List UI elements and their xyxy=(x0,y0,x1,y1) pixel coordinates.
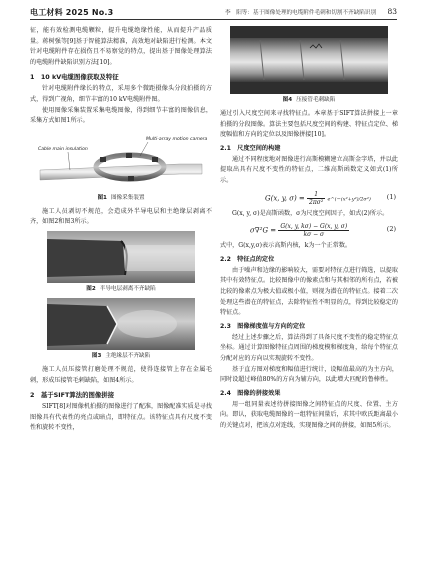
page-number: 83 xyxy=(387,7,397,16)
right-column xyxy=(220,26,398,431)
section-1-paragraph-1: 针对电缆附件缘长的特点，采用多个微距摄像头分段拍摄的方式，得到广视角，细节丰富的10 kV电缆附件图。 xyxy=(30,85,212,103)
section-2-3-paragraph-2: 基于直方图对梯度和幅值进行统计，设幅值最高的为主方向，同时设超过峰值80%的方向为辅方向，以此增大匹配的鲁棒性。 xyxy=(220,365,398,384)
figure-3 xyxy=(47,298,195,350)
equation-2-number: (2) xyxy=(386,225,396,234)
equation-1 xyxy=(220,189,398,207)
equation-1-lhs: G(x, y, σ) = xyxy=(265,194,305,203)
leader-line xyxy=(68,152,70,170)
equation-1-number: (1) xyxy=(386,192,396,201)
header-rule xyxy=(30,19,397,20)
image-acquisition-device-diagram xyxy=(30,130,212,192)
section-1-paragraph-4: 施工人员压接管打磨处理不规范，使得连接管上存在金属毛刺，形成压接管毛刺缺陷，如图4所示。 xyxy=(30,365,212,384)
multi-array-camera-label: Multi-array motion camera xyxy=(146,136,208,142)
section-1-paragraph-3: 施工人员剥切不规范，会造成外半导电层和主绝缘层剥离不齐，如图2和图3所示。 xyxy=(30,207,212,226)
camera-icon xyxy=(152,157,158,162)
section-2-1-heading: 2.1 尺度空间的构建 xyxy=(220,144,281,152)
equation-2-denominator: kσ − σ xyxy=(303,231,325,239)
section-2-heading: 2 基于SIFT算法的图像拼接 xyxy=(30,391,115,400)
camera-icon xyxy=(100,157,106,162)
section-2-paragraph-continued: 通过引入尺度空间来寻找特征点。本章基于SIFT算法拼接上一章拍摄的分段图像。算法主要包括尺度空间的构建、特征点定位、梯度幅值和方向的定位以及图像拼接[10]。 xyxy=(220,110,398,139)
section-2-3-heading: 2.3 图像梯度值与方向的定位 xyxy=(220,322,306,330)
cable-main-insulation-label: Cable main insulation xyxy=(38,146,88,152)
equation-2-fraction xyxy=(278,223,349,238)
crimp-tube-burr-defect-photo xyxy=(230,26,388,94)
section-2-2-paragraph-1: 由于噪声和边缘的影响较大，需要对特征点进行筛选，以提取其中有效特征点。比较图像中的像素点和与其相邻的所有点，若被比较的像素点为极大值或极小值，则视为潜在的特征点。接着二次处理这些潜在的特征点，去除特征性不明显的点，得到比较稳定的特征点。 xyxy=(220,266,398,317)
section-2-2-heading: 2.2 特征点的定位 xyxy=(220,255,275,263)
section-2-paragraph-1: SIFT[8]对图像机拍摄的图像进行了配准，图像配准实质是寻找图像具有代表性的亮点或暗点，即特征点。该特征点具有尺度不变性和旋转不变性， xyxy=(30,403,212,432)
figure-2 xyxy=(47,231,195,283)
equation-2-numerator: G(x, y, kσ) − G(x, y, σ) xyxy=(280,223,348,231)
figure-4-caption: 图4 压接管毛刺缺陷 xyxy=(282,97,336,103)
figure-3-caption: 图3 主绝缘层不齐缺陷 xyxy=(91,352,151,359)
figure-2-caption: 图2 半导电层剥离不齐缺陷 xyxy=(86,285,156,292)
section-1-heading: 1 10 kV电缆图像获取及特征 xyxy=(30,73,119,82)
section-2-1-paragraph-2: G(x, y, σ)是高斯函数，σ为尺度空间因子，如式(2)所示。 xyxy=(232,209,389,217)
section-2-4-heading: 2.4 图像的拼接效果 xyxy=(220,389,281,397)
equation-1-denominator: 2πσ² xyxy=(309,198,324,206)
figure-4 xyxy=(230,26,388,94)
semiconductor-layer-defect-photo xyxy=(47,231,195,283)
equation-2-lhs: σ∇²G = xyxy=(250,226,277,235)
page-header xyxy=(0,0,427,22)
camera-icon xyxy=(126,153,132,158)
main-insulation-defect-photo xyxy=(47,298,195,350)
section-2-3-paragraph-1: 经过上述步骤之后，算法得到了具备尺度不变性的稳定特征点坐标。通过计算图像特征点周围的梯度模和梯度角，给每个特征点分配对应的方向以实现旋转不变性。 xyxy=(220,333,398,362)
camera-icon xyxy=(128,176,134,181)
equation-1-fraction xyxy=(307,191,325,206)
figure-1 xyxy=(30,130,212,192)
section-2-1-paragraph-1: 通过不同程度地对图像进行高斯模糊建立高斯金字塔，并以此提取出具有尺度不变性的特征点，二维高斯函数定义如式(1)所示。 xyxy=(220,155,398,184)
section-1-paragraph-2: 使用图像采集装置采集电缆图像，得到细节丰富的图像信息，采集方式如图1所示。 xyxy=(30,106,212,125)
intro-paragraph-continued: 征，能有效检测电缆颗粒，提升电缆绝缘性能，从而提升产品质量。蒋树强等[9]基于智能算法精准，高效地对缺陷进行检测。本文针对电缆附件存在损伤且不易察觉的特点，提出基于图像处理算法的电缆附件缺陷识别方法[10]。 xyxy=(30,27,212,66)
equation-2 xyxy=(220,221,398,239)
left-column xyxy=(30,26,212,434)
equation-1-exponent: e^(−(x²+y²)/2σ²) xyxy=(327,196,371,203)
journal-name: 电工材料 2025 No.3 xyxy=(30,8,114,17)
section-2-4-paragraph-1: 用一组同量表述待拼接图像之间特征点的尺度、位置、主方向。即认，获取电缆图像的一组特征间量后，求其中欧氏距离最小的关键点对，把该点对连线，实现图像之间的拼接，如图5所示。 xyxy=(220,400,398,429)
running-title: 李 阳等：基于图像处理的电缆附件毛刺和切割不齐缺陷识别 xyxy=(225,10,377,16)
section-2-1-paragraph-3: 式中，G(x,y,σ)表示高斯内核，k为一个正常数。 xyxy=(220,242,352,250)
figure-1-caption: 图1 图像采集装置 xyxy=(97,194,145,201)
equation-1-numerator: 1 xyxy=(307,191,325,199)
